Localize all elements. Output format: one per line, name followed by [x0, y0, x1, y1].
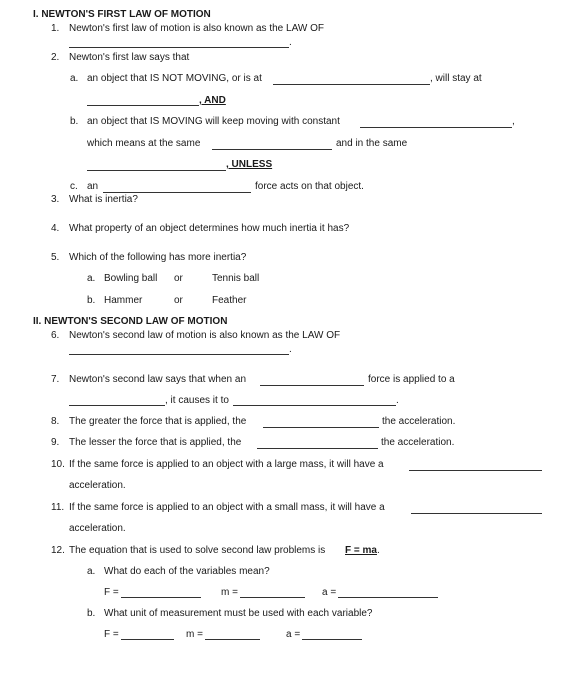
q5b-letter: b.	[87, 295, 96, 306]
q10-blank[interactable]	[409, 470, 542, 471]
q7-number: 7.	[51, 374, 60, 385]
q12b-f-blank[interactable]	[121, 639, 174, 640]
q12a-a-blank[interactable]	[338, 597, 438, 598]
q4-number: 4.	[51, 223, 60, 234]
q2b-unless: , UNLESS	[226, 159, 273, 170]
q12b-a-label: a =	[286, 629, 301, 640]
q1-end: .	[289, 37, 292, 48]
q2c-after: force acts on that object.	[255, 181, 364, 192]
q2a-and: , AND	[199, 95, 226, 106]
q7-line2: , it causes it to	[165, 395, 229, 406]
q2c-text: an	[87, 181, 99, 192]
q2b-end: ,	[512, 116, 515, 127]
q12a-f-label: F =	[104, 587, 119, 598]
q9-number: 9.	[51, 437, 60, 448]
q6-blank[interactable]	[69, 354, 289, 355]
q2b-blank-2[interactable]	[212, 149, 332, 150]
q5a-or: or	[174, 273, 183, 284]
q8-number: 8.	[51, 416, 60, 427]
q3-number: 3.	[51, 194, 60, 205]
q8-blank[interactable]	[263, 427, 379, 428]
q7-end: .	[396, 395, 399, 406]
q1-number: 1.	[51, 23, 60, 34]
section1-heading: I. NEWTON'S FIRST LAW OF MOTION	[33, 9, 211, 20]
q6-text: Newton's second law of motion is also known as the LAW OF	[69, 330, 341, 341]
q2a-blank-1[interactable]	[273, 84, 430, 85]
q2b-text: an object that IS MOVING will keep moving with constant	[87, 116, 340, 127]
q7-blank-3[interactable]	[233, 405, 396, 406]
q5a-letter: a.	[87, 273, 96, 284]
q8-after: the acceleration.	[382, 416, 456, 427]
q12a-a-label: a =	[322, 587, 337, 598]
q8-text: The greater the force that is applied, the	[69, 416, 247, 427]
q11-blank[interactable]	[411, 513, 542, 514]
q12a-letter: a.	[87, 566, 96, 577]
q12b-letter: b.	[87, 608, 96, 619]
q12a-f-blank[interactable]	[121, 597, 201, 598]
q7-after: force is applied to a	[368, 374, 455, 385]
q2b-blank-3[interactable]	[87, 170, 226, 171]
q2c-blank[interactable]	[103, 192, 251, 193]
q11-line2: acceleration.	[69, 523, 126, 534]
q9-after: the acceleration.	[381, 437, 455, 448]
q12a-text: What do each of the variables mean?	[104, 566, 270, 577]
q2a-letter: a.	[70, 73, 79, 84]
q1-text: Newton's first law of motion is also known as the LAW OF	[69, 23, 324, 34]
q12-equation: F = ma	[345, 545, 377, 556]
q12b-m-blank[interactable]	[205, 639, 260, 640]
q6-end: .	[289, 344, 292, 355]
q5a-left: Bowling ball	[104, 273, 158, 284]
q12-number: 12.	[51, 545, 65, 556]
q10-line2: acceleration.	[69, 480, 126, 491]
q12b-text: What unit of measurement must be used with each variable?	[104, 608, 373, 619]
q2-text: Newton's first law says that	[69, 52, 190, 63]
q7-blank-2[interactable]	[69, 405, 165, 406]
q11-text: If the same force is applied to an object with a small mass, it will have a	[69, 502, 385, 513]
q9-text: The lesser the force that is applied, the	[69, 437, 242, 448]
q11-number: 11.	[51, 502, 65, 513]
q12a-m-label: m =	[221, 587, 238, 598]
q2b-and-same: and in the same	[336, 138, 408, 149]
section2-heading: II. NEWTON'S SECOND LAW OF MOTION	[33, 316, 228, 327]
q2a-blank-2[interactable]	[87, 105, 199, 106]
q12a-m-blank[interactable]	[240, 597, 305, 598]
q7-text: Newton's second law says that when an	[69, 374, 247, 385]
q7-blank-1[interactable]	[260, 385, 364, 386]
q5b-right: Feather	[212, 295, 247, 306]
q3-text: What is inertia?	[69, 194, 138, 205]
q5-text: Which of the following has more inertia?	[69, 252, 247, 263]
q2a-after: , will stay at	[430, 73, 482, 84]
q5-number: 5.	[51, 252, 60, 263]
q6-number: 6.	[51, 330, 60, 341]
q2b-which: which means at the same	[87, 138, 201, 149]
q5a-right: Tennis ball	[212, 273, 260, 284]
q12-end: .	[377, 545, 380, 556]
q5b-left: Hammer	[104, 295, 143, 306]
q4-text: What property of an object determines how much inertia it has?	[69, 223, 350, 234]
q2c-letter: c.	[70, 181, 78, 192]
q2b-letter: b.	[70, 116, 79, 127]
q2b-blank-1[interactable]	[360, 127, 512, 128]
q10-number: 10.	[51, 459, 65, 470]
q2a-text: an object that IS NOT MOVING, or is at	[87, 73, 262, 84]
q1-blank[interactable]	[69, 47, 289, 48]
q10-text: If the same force is applied to an object with a large mass, it will have a	[69, 459, 384, 470]
q2-number: 2.	[51, 52, 60, 63]
q9-blank[interactable]	[257, 448, 378, 449]
q12b-f-label: F =	[104, 629, 119, 640]
q12b-m-label: m =	[186, 629, 203, 640]
q12-text: The equation that is used to solve second law problems is	[69, 545, 326, 556]
q5b-or: or	[174, 295, 183, 306]
q12b-a-blank[interactable]	[302, 639, 362, 640]
